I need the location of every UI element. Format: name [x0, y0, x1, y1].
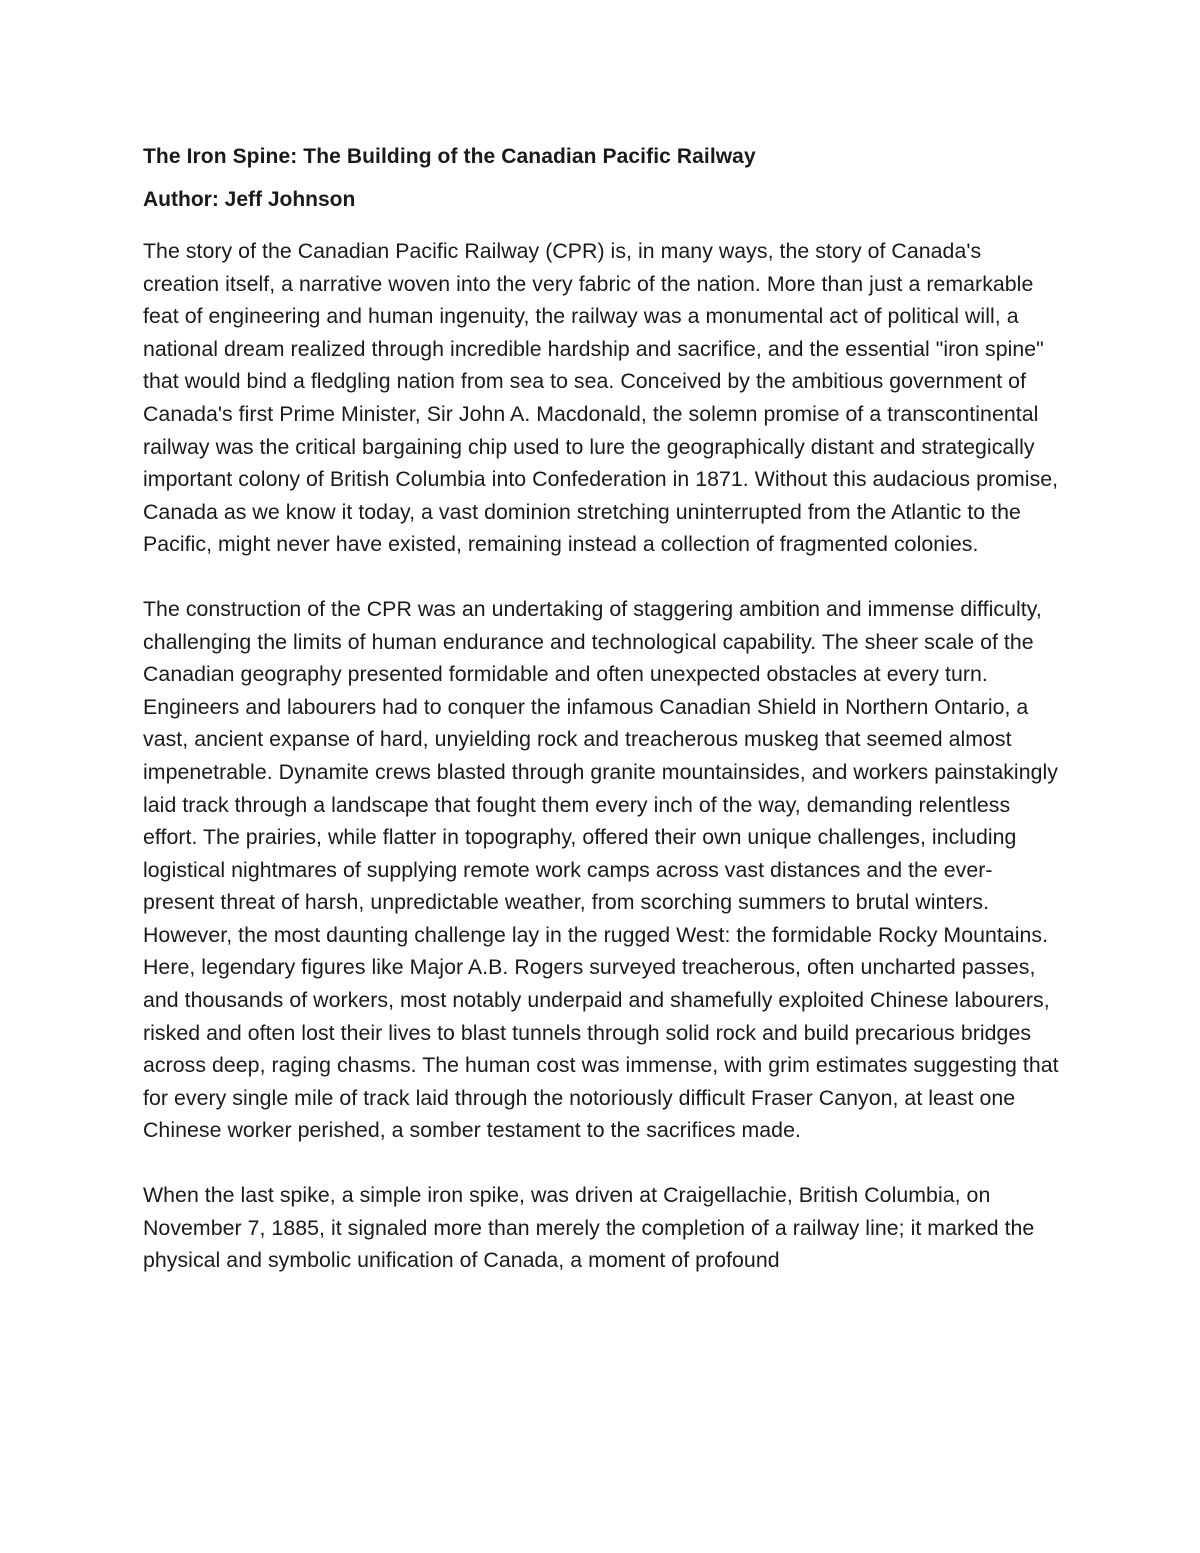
document-body — [143, 141, 1063, 1277]
document-title: The Iron Spine: The Building of the Canadian Pacific Railway — [143, 145, 756, 168]
document-author: Author: Jeff Johnson — [143, 188, 356, 211]
paragraph: The story of the Canadian Pacific Railway (CPR) is, in many ways, the story of Canada's creation itself, a narrative woven into the very fabric of the nation. More than just a remarkable feat of engineering and human ingenuity, the railway was a monumental act of political will, a national dream realized through incredible hardship and sacrifice, and the essential "iron spine" that would bind a fledgling nation from sea to sea. Conceived by the ambitious government of Canada's first Prime Minister, Sir John A. Macdonald, the solemn promise of a transcontinental railway was the critical bargaining chip used to lure the geographically distant and strategically important colony of British Columbia into Confederation in 1871. Without this audacious promise, Canada as we know it today, a vast dominion stretching uninterrupted from the Atlantic to the Pacific, might never have existed, remaining instead a collection of fragmented colonies. — [143, 239, 1059, 557]
paragraph: When the last spike, a simple iron spike, was driven at Craigellachie, British Columbia, on November 7, 1885, it signaled more than merely the completion of a railway line; it marked the physical and symbolic unification of Canada, a moment of profound — [143, 1183, 1035, 1273]
paragraph: The construction of the CPR was an undertaking of staggering ambition and immense difficulty, challenging the limits of human endurance and technological capability. The sheer scale of the Canadian geography presented formidable and often unexpected obstacles at every turn. Engineers and labourers had to conquer the infamous Canadian Shield in Northern Ontario, a vast, ancient expanse of hard, unyielding rock and treacherous muskeg that seemed almost impenetrable. Dynamite crews blasted through granite mountainsides, and workers painstakingly laid track through a landscape that fought them every inch of the way, demanding relentless effort. The prairies, while flatter in topography, offered their own unique challenges, including logistical nightmares of supplying remote work camps across vast distances and the ever-present threat of harsh, unpredictable weather, from scorching summers to brutal winters. However, the most daunting challenge lay in the rugged West: the formidable Rocky Mountains. Here, legendary figures like Major A.B. Rogers surveyed treacherous, often uncharted passes, and thousands of workers, most notably underpaid and shamefully exploited Chinese labourers, risked and often lost their lives to blast tunnels through solid rock and build precarious bridges across deep, raging chasms. The human cost was immense, with grim estimates suggesting that for every single mile of track laid through the notoriously difficult Fraser Canyon, at least one Chinese worker perished, a somber testament to the sacrifices made. — [143, 596, 1059, 1143]
